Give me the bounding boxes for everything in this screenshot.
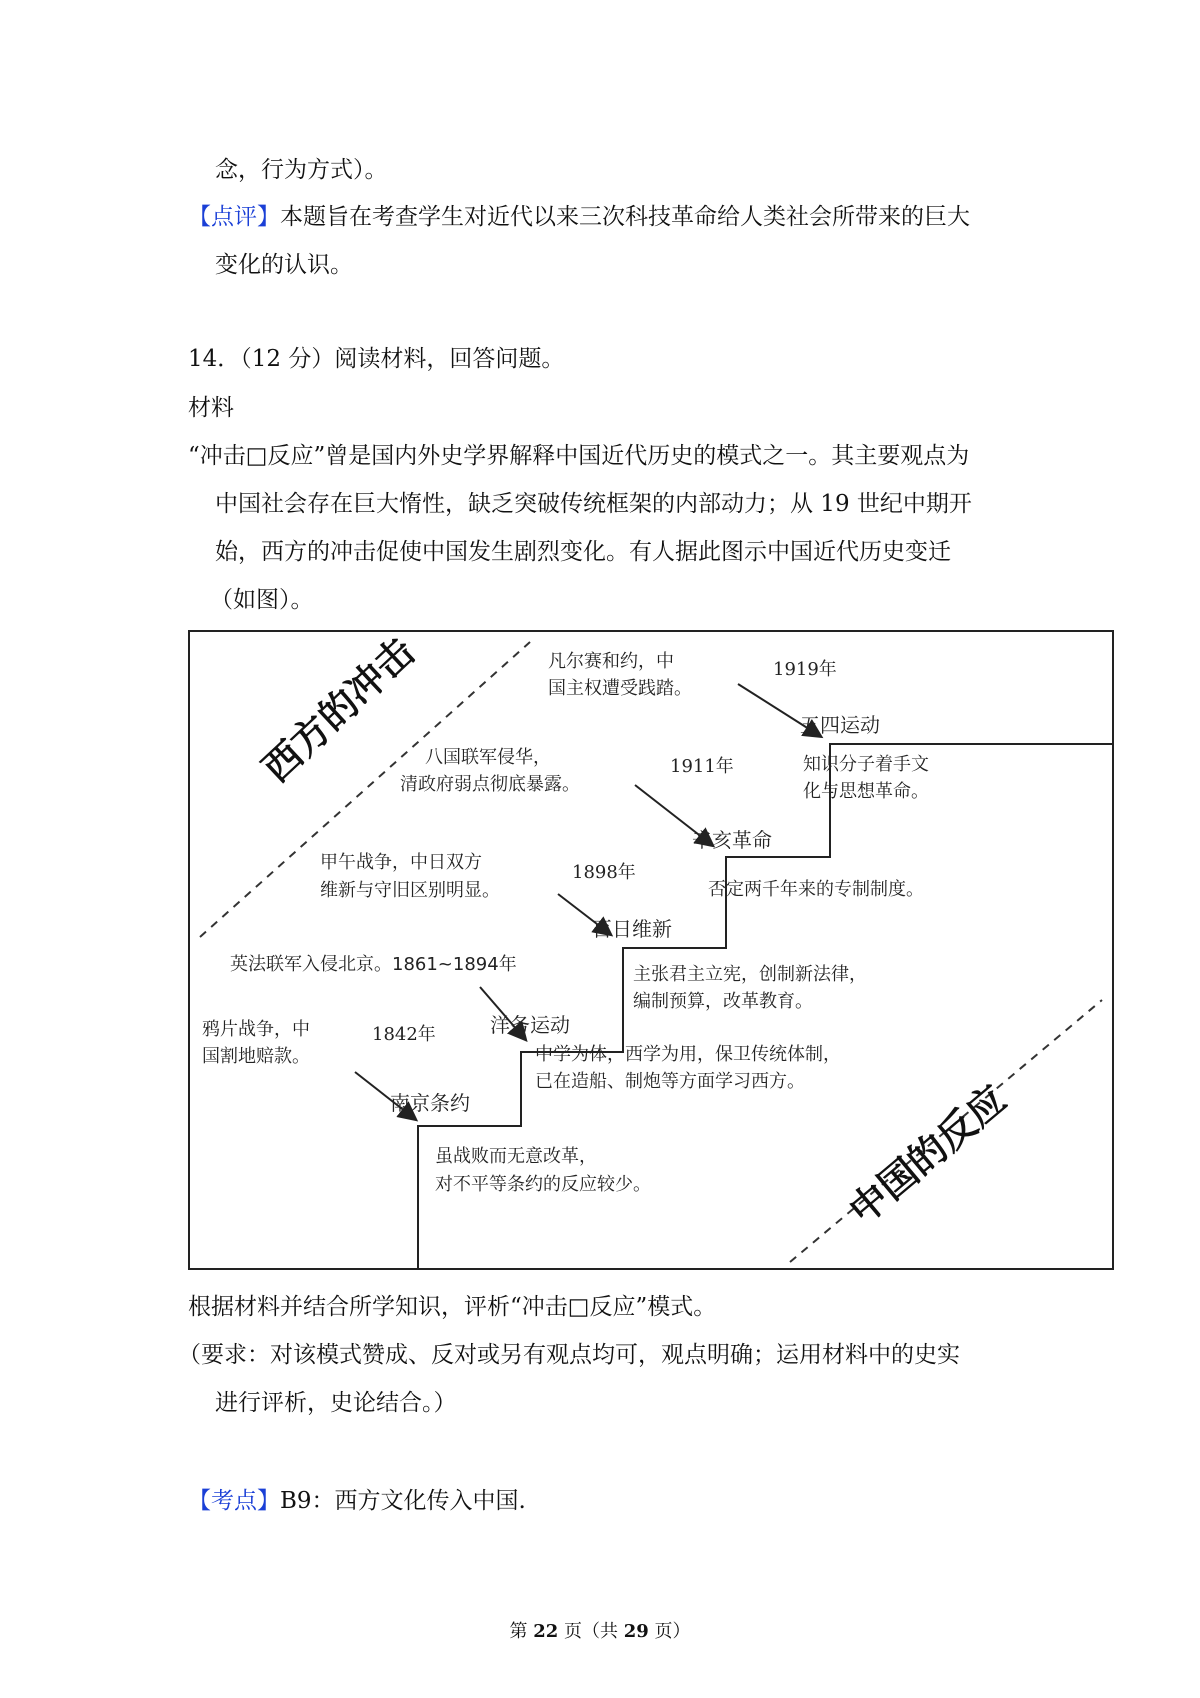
step-1911-event: 辛亥革命: [692, 828, 772, 852]
step-1919-cause-1: 凡尔赛和约，中: [548, 651, 674, 672]
requirement-line-1: （要求：对该模式赞成、反对或另有观点均可，观点明确；运用材料中的史实: [178, 1342, 960, 1368]
prev-answer-tail: 念，行为方式）。: [215, 157, 388, 183]
step-1919-response-2: 化与思想革命。: [803, 781, 929, 802]
step-1898-response-2: 编制预算，改革教育。: [633, 991, 813, 1012]
step-1919-cause-2: 国主权遭受践踏。: [548, 678, 692, 699]
material-para-4: （如图）。: [210, 587, 314, 613]
page-footer: [0, 1620, 1200, 1644]
step-1842-response-2: 对不平等条约的反应较少。: [435, 1174, 651, 1195]
footer-suffix: 页）: [654, 1621, 691, 1642]
review-text: 本题旨在考查学生对近代以来三次科技革命给人类社会所带来的巨大: [280, 204, 970, 230]
material-para-3: 始，西方的冲击促使中国发生剧烈变化。有人据此图示中国近代历史变迁: [215, 539, 951, 565]
step-1861-cause: 英法联军入侵北京。1861~1894年: [230, 954, 517, 975]
review-line: [188, 200, 970, 234]
china-response-label: 中国的反应: [840, 1076, 1015, 1233]
step-1842-cause-2: 国割地赔款。: [202, 1046, 310, 1067]
step-1919-response-1: 知识分子着手文: [803, 754, 929, 775]
footer-page-number: 22: [533, 1621, 559, 1642]
step-1898-cause-1: 甲午战争，中日双方: [320, 852, 482, 873]
step-1842-year: 1842年: [372, 1024, 436, 1045]
step-1911-year: 1911年: [670, 756, 734, 777]
step-1861-response-2: 已在造船、制炮等方面学习西方。: [535, 1071, 805, 1092]
question-prompt: 根据材料并结合所学知识，评析“冲击□反应”模式。: [188, 1294, 717, 1320]
question-header: 14．（12 分）阅读材料，回答问题。: [188, 346, 565, 372]
material-para-2: 中国社会存在巨大惰性，缺乏突破传统框架的内部动力；从 19 世纪中期开: [215, 491, 972, 517]
west-impact-label: 西方的冲击: [254, 628, 424, 791]
requirement-line-2: 进行评析，史论结合。）: [215, 1390, 457, 1416]
footer-total-pages: 29: [623, 1621, 649, 1642]
material-label: 材料: [188, 395, 234, 421]
step-1861-event: 洋务运动: [490, 1013, 570, 1037]
step-1911-cause-2: 清政府弱点彻底暴露。: [400, 774, 580, 795]
step-1911-response: 否定两千年来的专制制度。: [708, 879, 924, 900]
kaodian-text: B9：西方文化传入中国.: [280, 1488, 526, 1514]
step-1898-event: 百日维新: [592, 917, 672, 941]
step-1842-event: 南京条约: [390, 1091, 470, 1115]
kaodian-line: [188, 1484, 526, 1518]
step-1842-response-1: 虽战败而无意改革，: [435, 1146, 597, 1167]
step-1861-response-1: 中学为体，西学为用，保卫传统体制，: [535, 1044, 841, 1065]
step-1898-response-1: 主张君主立宪，创制新法律，: [633, 964, 867, 985]
step-1898-year: 1898年: [572, 862, 636, 883]
step-1919-year: 1919年: [773, 659, 837, 680]
footer-middle: 页（共: [564, 1621, 618, 1642]
history-staircase-figure: [188, 630, 1114, 1270]
review-text-cont: 变化的认识。: [215, 252, 353, 278]
step-1898-cause-2: 维新与守旧区别明显。: [320, 880, 500, 901]
step-1842-cause-1: 鸦片战争，中: [202, 1019, 310, 1040]
review-tag: 【点评】: [188, 204, 280, 230]
material-para-1: “冲击□反应”曾是国内外史学界解释中国近代历史的模式之一。其主要观点为: [188, 443, 970, 469]
kaodian-tag: 【考点】: [188, 1488, 280, 1514]
footer-prefix: 第: [509, 1621, 528, 1642]
step-1911-cause-1: 八国联军侵华，: [425, 747, 551, 768]
step-1919-event: 五四运动: [800, 713, 880, 737]
